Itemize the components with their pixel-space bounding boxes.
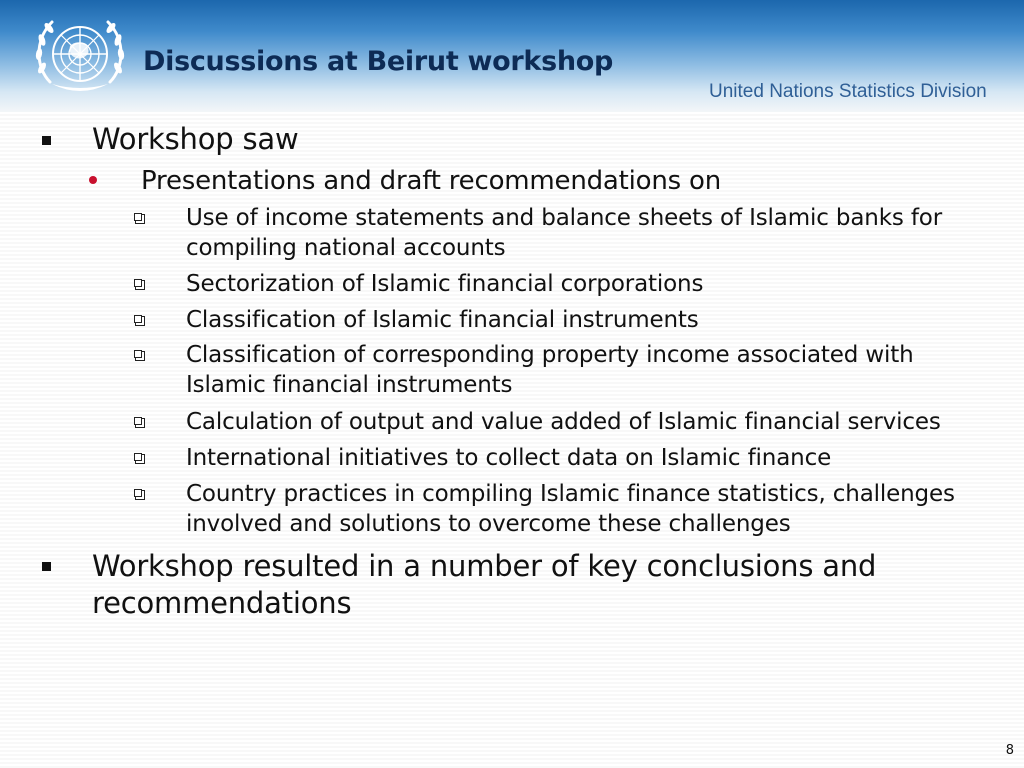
- hollow-square-bullet-icon: [134, 489, 142, 497]
- hollow-square-bullet-icon: [134, 279, 142, 287]
- bullet-workshop-saw: Workshop saw: [92, 122, 299, 156]
- organization-name: United Nations Statistics Division: [709, 81, 987, 102]
- list-item-continuation: compiling national accounts: [186, 235, 506, 261]
- page-number: 8: [1005, 743, 1014, 758]
- filled-square-bullet-icon: [42, 562, 51, 571]
- list-item: Sectorization of Islamic financial corporations: [186, 271, 704, 297]
- list-item: Classification of Islamic financial instruments: [186, 307, 699, 333]
- hollow-square-bullet-icon: [134, 350, 142, 358]
- list-item: International initiatives to collect data on Islamic finance: [186, 445, 832, 471]
- bullet-conclusions: Workshop resulted in a number of key conclusions and: [92, 549, 877, 583]
- sub-bullet-presentations: Presentations and draft recommendations on: [141, 166, 722, 196]
- list-item-continuation: involved and solutions to overcome these challenges: [186, 511, 791, 537]
- list-item: Country practices in compiling Islamic finance statistics, challenges: [186, 481, 955, 507]
- hollow-square-bullet-icon: [134, 213, 142, 221]
- red-dot-bullet-icon: [89, 176, 97, 184]
- hollow-square-bullet-icon: [134, 315, 142, 323]
- bullet-conclusions-continuation: recommendations: [92, 586, 352, 620]
- list-item: Use of income statements and balance sheets of Islamic banks for: [186, 205, 943, 231]
- slide-title: Discussions at Beirut workshop: [143, 46, 614, 77]
- filled-square-bullet-icon: [42, 136, 51, 145]
- list-item: Calculation of output and value added of Islamic financial services: [186, 409, 941, 435]
- list-item-continuation: Islamic financial instruments: [186, 372, 513, 398]
- hollow-square-bullet-icon: [134, 453, 142, 461]
- hollow-square-bullet-icon: [134, 417, 142, 425]
- list-item: Classification of corresponding property income associated with: [186, 342, 914, 368]
